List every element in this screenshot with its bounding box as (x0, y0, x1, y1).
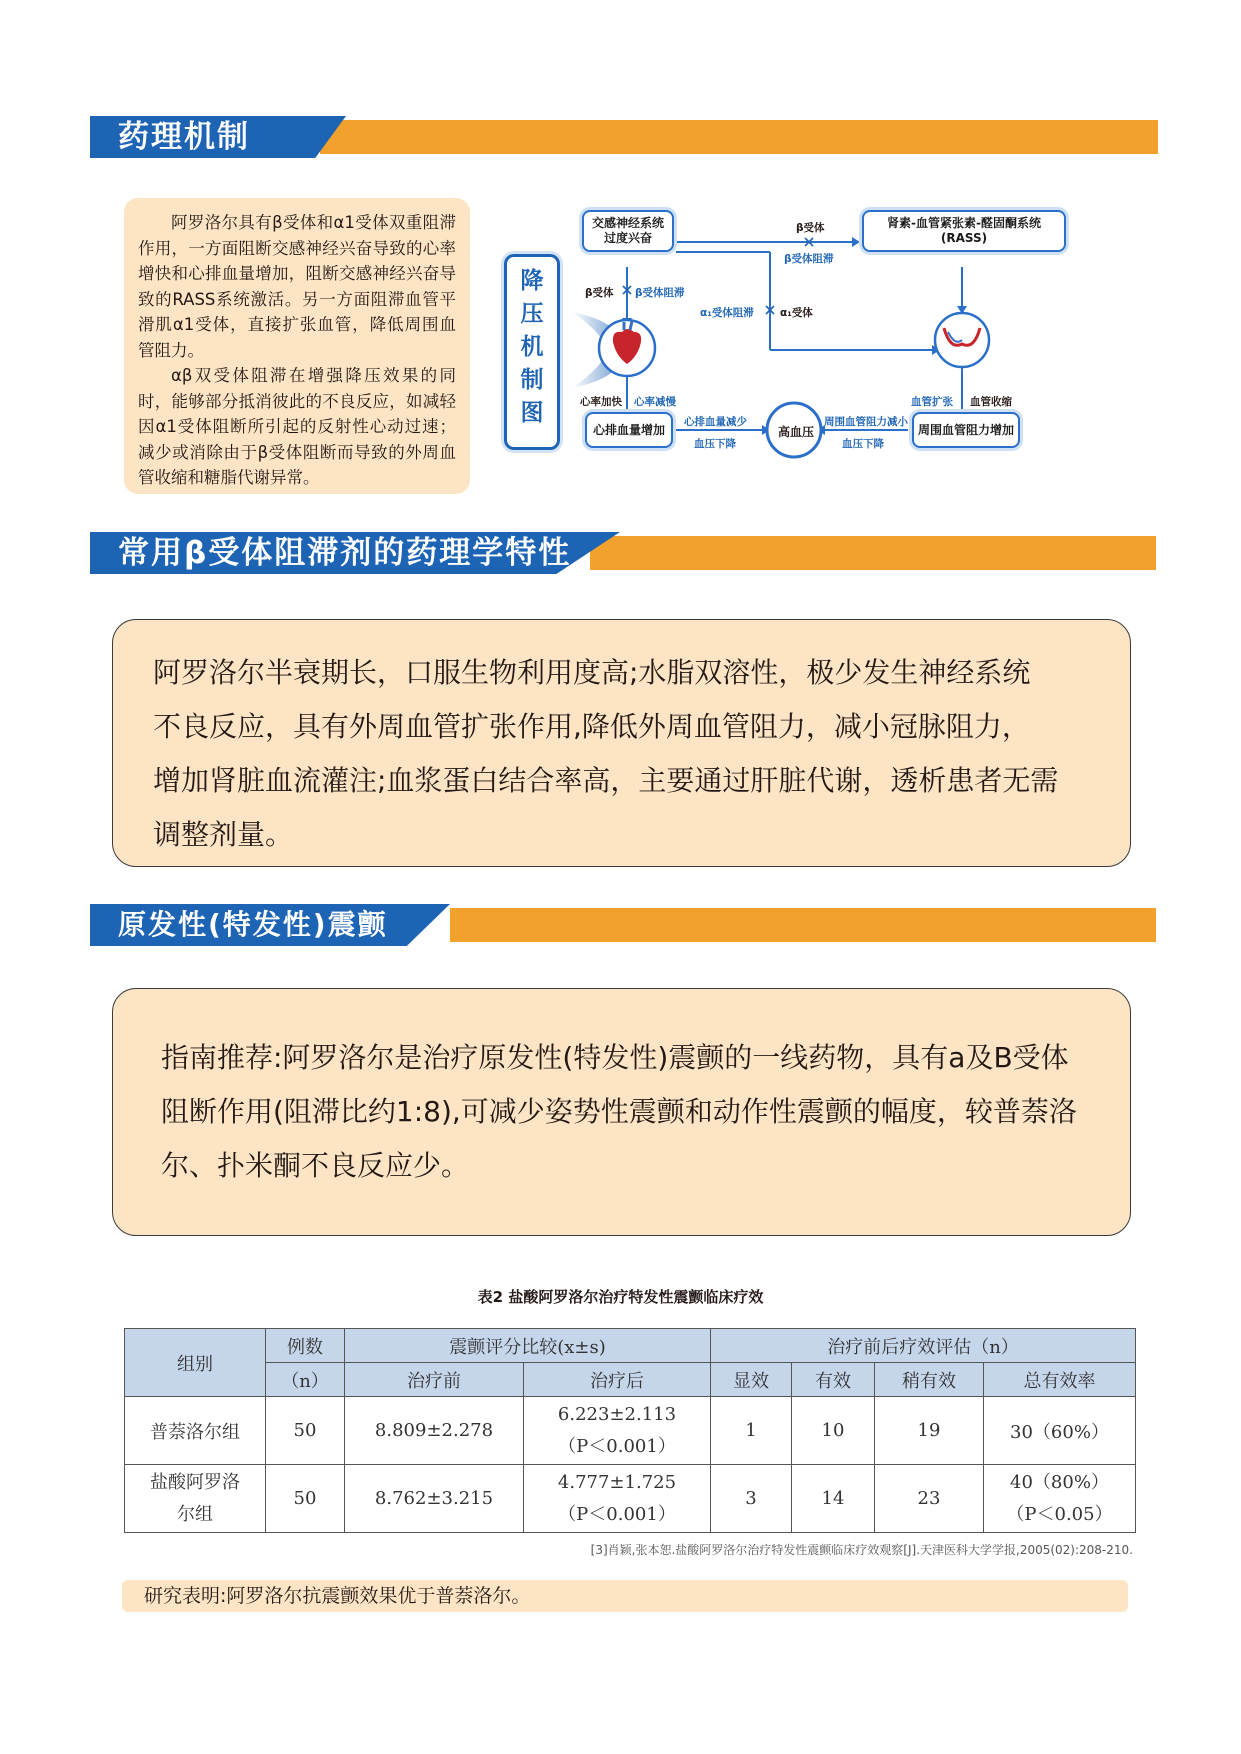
section-title: 原发性(特发性)震颤 (118, 908, 388, 941)
section-header-pharmacology (90, 116, 1158, 154)
header-total: 总有效率 (984, 1363, 1136, 1397)
header-effective: 有效 (792, 1363, 875, 1397)
section-title: 药理机制 (118, 119, 250, 155)
cell-effective: 14 (792, 1465, 875, 1533)
side-label-char: 降 (520, 268, 544, 294)
box-line: 尔、扑米酮不良反应少。 (161, 1149, 470, 1182)
node-hypertension: 高血压 (778, 425, 815, 439)
efficacy-table (124, 1328, 1136, 1533)
node-rass: 肾素-血管紧张素-醛固酮系统 (RASS) (862, 210, 1066, 252)
cell-total: 40（80%） （P＜0.05） (984, 1465, 1136, 1533)
node-resistance: 周围血管阻力增加 (912, 412, 1020, 448)
box-line: 阿罗洛尔半衰期长，口服生物利用度高;水脂双溶性，极少发生神经系统 (153, 656, 1031, 689)
header-slight: 稍有效 (875, 1363, 984, 1397)
label-bp-down-1: 血压下降 (694, 438, 736, 450)
cell-effective: 10 (792, 1397, 875, 1465)
cell-group: 盐酸阿罗洛 尔组 (125, 1465, 266, 1533)
label-beta-left: β受体 (585, 287, 614, 299)
header-n2: （n） (266, 1363, 345, 1397)
box-line: 指南推荐:阿罗洛尔是治疗原发性(特发性)震颤的一线药物，具有a及B受体 (161, 1041, 1069, 1074)
header-n1: 例数 (266, 1329, 345, 1363)
section-header-tremor (90, 904, 1156, 942)
conclusion-text: 研究表明:阿罗洛尔抗震颤效果优于普萘洛尔。 (144, 1585, 531, 1607)
header-before: 治疗前 (345, 1363, 524, 1397)
cell-after: 6.223±2.113 （P＜0.001） (524, 1397, 711, 1465)
header-after: 治疗后 (524, 1363, 711, 1397)
section-title: 常用β受体阻滞剂的药理学特性 (118, 535, 572, 571)
antihypertensive-mechanism-diagram (500, 200, 1140, 500)
cell-slight: 23 (875, 1465, 984, 1533)
table-caption: 表2 盐酸阿罗洛尔治疗特发性震颤临床疗效 (477, 1288, 764, 1306)
label-alpha: α₁受体 (780, 307, 813, 319)
label-res-down: 周围血管阻力减小 (824, 416, 908, 428)
label-hr-down: 心率减慢 (634, 396, 676, 408)
header-group: 组别 (125, 1329, 266, 1397)
tremor-box (112, 988, 1131, 1236)
cell-group: 普萘洛尔组 (125, 1397, 266, 1465)
side-label-char: 制 (520, 367, 544, 393)
label-beta-block-left: β受体阻滞 (635, 287, 685, 299)
conclusion-bar (122, 1580, 1128, 1612)
label-co-down: 心排血量减少 (684, 416, 747, 428)
cell-before: 8.809±2.278 (345, 1397, 524, 1465)
cell-before: 8.762±3.215 (345, 1465, 524, 1533)
table-row (125, 1465, 1136, 1533)
label-vasoconstriction: 血管收缩 (970, 396, 1012, 408)
cell-n: 50 (266, 1397, 345, 1465)
cell-n: 50 (266, 1465, 345, 1533)
box-line: 调整剂量。 (153, 818, 294, 851)
header-score: 震颤评分比较(x±s) (345, 1329, 711, 1363)
mechanism-paragraph-1: 阿罗洛尔具有β受体和α1受体双重阻滞作用，一方面阻断交感神经兴奋导致的心率增快和心排血量增加，阻断交感神经兴奋导致的RASS系统激活。另一方面阻滞血管平滑肌α1受体，直接扩张血管，降低周围血管阻力。 (138, 213, 456, 360)
cell-marked: 3 (711, 1465, 792, 1533)
side-label-char: 图 (520, 400, 544, 426)
box-line: 不良反应，具有外周血管扩张作用,降低外周血管阻力，减小冠脉阻力， (153, 710, 1030, 743)
node-sympathetic: 交感神经系统 过度兴奋 (582, 210, 674, 252)
box-line: 增加肾脏血流灌注;血浆蛋白结合率高，主要通过肝脏代谢，透析患者无需 (153, 764, 1059, 797)
cell-slight: 19 (875, 1397, 984, 1465)
cell-total: 30（60%） (984, 1397, 1136, 1465)
side-label-char: 压 (520, 301, 544, 327)
cell-marked: 1 (711, 1397, 792, 1465)
label-vasodilation: 血管扩张 (911, 396, 953, 408)
node-cardiac-output: 心排血量增加 (585, 412, 673, 448)
section-header-beta-blockers (90, 532, 1156, 570)
label-beta-block-top: β受体阻滞 (784, 253, 834, 265)
label-alpha-block: α₁受体阻滞 (700, 307, 754, 319)
cell-after: 4.777±1.725 （P＜0.001） (524, 1465, 711, 1533)
reference: [3]肖颖,张本恕.盐酸阿罗洛尔治疗特发性震颤临床疗效观察[J].天津医科大学学报,2005(02):208-210. (590, 1543, 1133, 1557)
box-line: 阻断作用(阻滞比约1:8),可减少姿势性震颤和动作性震颤的幅度，较普萘洛 (161, 1095, 1077, 1128)
header-eval: 治疗前后疗效评估（n） (711, 1329, 1136, 1363)
label-hr-up: 心率加快 (580, 396, 622, 408)
beta-blocker-box (112, 619, 1131, 867)
mechanism-paragraph-2: αβ双受体阻滞在增强降压效果的同时，能够部分抵消彼此的不良反应，如减轻因α1受体阻断所引起的反射性心动过速；减少或消除由于β受体阻断而导致的外周血管收缩和糖脂代谢异常。 (138, 366, 456, 487)
header-marked: 显效 (711, 1363, 792, 1397)
side-label-char: 机 (520, 334, 544, 360)
label-bp-down-2: 血压下降 (842, 438, 884, 450)
mechanism-text-box (124, 198, 470, 494)
label-beta-top: β受体 (796, 222, 825, 234)
table-row (125, 1397, 1136, 1465)
